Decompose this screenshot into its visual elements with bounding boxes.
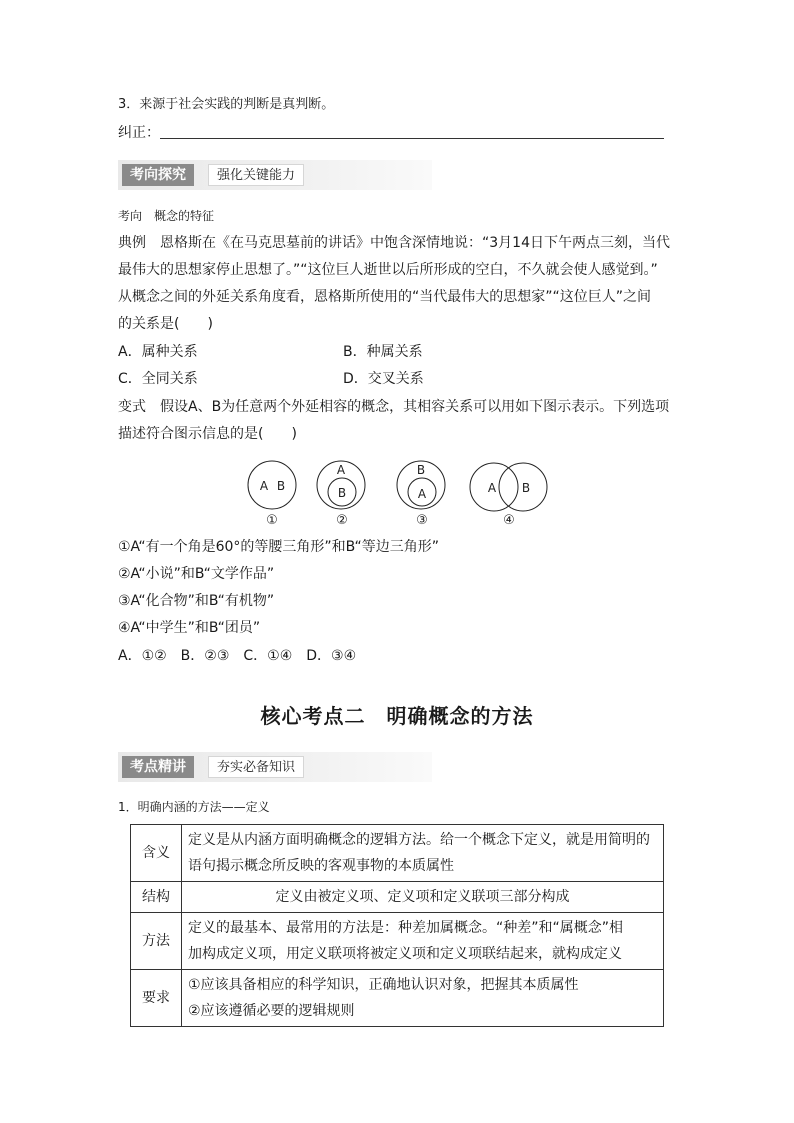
table-row bbox=[131, 882, 664, 913]
diagram-1-circle bbox=[248, 461, 296, 509]
section-banner-knowledge bbox=[118, 752, 432, 782]
diagram-2-number: ② bbox=[336, 513, 348, 528]
row-line: 定义的最基本、最常用的方法是：种差加属概念。“种差”和“属概念”相 bbox=[188, 920, 624, 936]
row-line: 定义由被定义项、定义项和定义联项三部分构成 bbox=[275, 889, 570, 905]
example-line-1: 典例 恩格斯在《在马克思墓前的讲话》中饱含深情地说：“3月14日下午两点三刻，当代 bbox=[118, 235, 670, 251]
section-heading: 考向 概念的特征 bbox=[118, 209, 215, 223]
banner-tag: 考向探究 bbox=[122, 164, 194, 186]
diagram-4-label-a: A bbox=[487, 481, 497, 495]
row-content bbox=[182, 970, 664, 1027]
row-line: 语句揭示概念所反映的客观事物的本质属性 bbox=[188, 858, 454, 874]
diagram-1-number: ① bbox=[266, 513, 278, 528]
banner-tag: 考点精讲 bbox=[122, 756, 194, 778]
row-label: 要求 bbox=[131, 970, 182, 1027]
row-content bbox=[182, 825, 664, 882]
option-a: A．属种关系 bbox=[118, 344, 198, 360]
variant-line-2: 描述符合图示信息的是( ) bbox=[118, 426, 297, 442]
item-3: 3．来源于社会实践的判断是真判断。 bbox=[118, 97, 335, 112]
table-row bbox=[131, 913, 664, 970]
banner-subtitle: 夯实必备知识 bbox=[208, 756, 304, 778]
diagram-3-number: ③ bbox=[416, 513, 428, 528]
example-line-3: 从概念之间的外延关系角度看，恩格斯所使用的“当代最伟大的思想家”“这位巨人”之间 bbox=[118, 289, 652, 305]
option-b: B．种属关系 bbox=[343, 344, 423, 360]
row-line: 加构成定义项，用定义联项将被定义项和定义项联结起来，就构成定义 bbox=[188, 946, 622, 962]
row-content bbox=[182, 913, 664, 970]
diagram-4-number: ④ bbox=[503, 513, 515, 528]
diagram-1-label-b: B bbox=[276, 479, 286, 493]
option-c: C．全同关系 bbox=[118, 371, 198, 387]
correction-underline bbox=[160, 138, 664, 139]
example-line-4: 的关系是( ) bbox=[118, 316, 213, 332]
diagram-4-label-b: B bbox=[521, 481, 531, 495]
row-label: 含义 bbox=[131, 825, 182, 882]
statement-1: ①A“有一个角是60°的等腰三角形”和B“等边三角形” bbox=[118, 539, 439, 555]
statement-2: ②A“小说”和B“文学作品” bbox=[118, 566, 275, 582]
row-label: 结构 bbox=[131, 882, 182, 913]
definition-table bbox=[130, 824, 664, 1027]
section-banner-explore bbox=[118, 160, 432, 190]
diagram-3-label-inner: A bbox=[417, 487, 427, 501]
variant-line-1: 变式 假设A、B为任意两个外延相容的概念，其相容关系可以用如下图示表示。下列选项 bbox=[118, 399, 670, 415]
diagram-2-label-inner: B bbox=[337, 486, 347, 500]
diagram-2-label-outer: A bbox=[336, 463, 346, 477]
definition-heading: 1．明确内涵的方法——定义 bbox=[118, 800, 270, 814]
example-line-2: 最伟大的思想家停止思想了。”“这位巨人逝世以后所形成的空白，不久就会使人感觉到。” bbox=[118, 262, 658, 278]
row-line: ①应该具备相应的科学知识，正确地认识对象，把握其本质属性 bbox=[188, 977, 579, 993]
row-label: 方法 bbox=[131, 913, 182, 970]
section-title: 核心考点二 明确概念的方法 bbox=[260, 704, 534, 728]
diagram-3-label-outer: B bbox=[416, 463, 426, 477]
row-content bbox=[182, 882, 664, 913]
diagram-1-label-a: A bbox=[259, 479, 269, 493]
table-row bbox=[131, 825, 664, 882]
table-row bbox=[131, 970, 664, 1027]
correction-label: 纠正： bbox=[118, 125, 160, 141]
row-line: 定义是从内涵方面明确概念的逻辑方法。给一个概念下定义，就是用简明的 bbox=[188, 832, 650, 848]
banner-subtitle: 强化关键能力 bbox=[208, 164, 304, 186]
answer-choices: A．①② B．②③ C．①④ D．③④ bbox=[118, 648, 357, 664]
row-line: ②应该遵循必要的逻辑规则 bbox=[188, 1003, 355, 1019]
statement-4: ④A“中学生”和B“团员” bbox=[118, 620, 261, 636]
statement-3: ③A“化合物”和B“有机物” bbox=[118, 593, 275, 609]
option-d: D．交叉关系 bbox=[343, 371, 424, 387]
venn-diagrams bbox=[240, 455, 560, 530]
